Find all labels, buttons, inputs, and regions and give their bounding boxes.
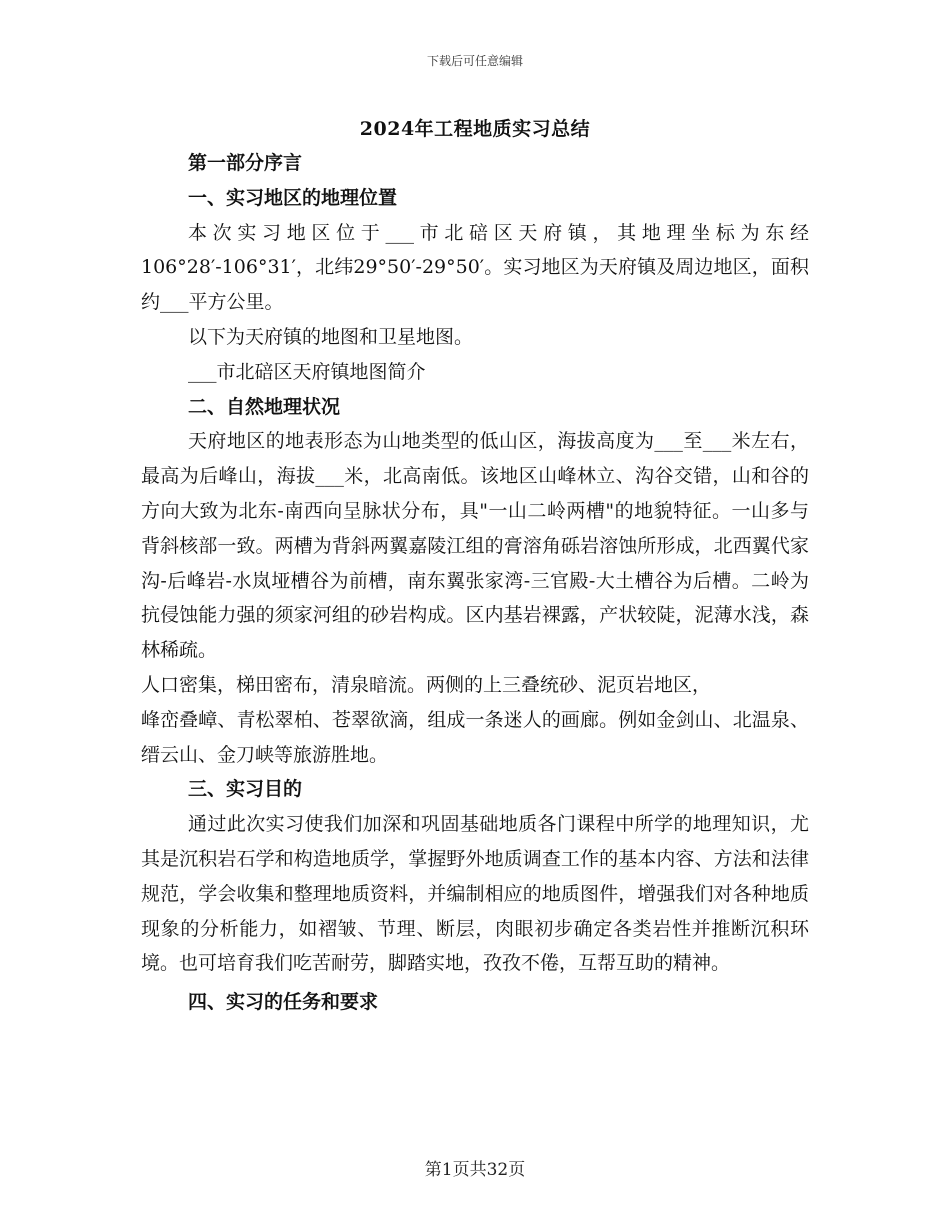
paragraph-population: 人口密集，梯田密布，清泉暗流。两侧的上三叠统砂、泥页岩地区， xyxy=(141,673,712,696)
page-number: 第1页共32页 xyxy=(424,1160,526,1180)
part-heading: 第一部分序言 xyxy=(188,152,303,174)
document-title: 2024年工程地质实习总结 xyxy=(359,118,591,140)
header-note: 下载后可任意编辑 xyxy=(426,54,523,68)
paragraph-map-intro: 以下为天府镇的地图和卫星地图。 xyxy=(188,325,474,348)
section-heading-location: 一、实习地区的地理位置 xyxy=(188,186,398,209)
section-heading-tasks: 四、实习的任务和要求 xyxy=(188,991,379,1014)
paragraph-purpose: 通过此次实习使我们加深和巩固基础地质各门课程中所学的地理知识，尤其是沉积岩石学和构造地质学，掌握野外地质调查工作的基本内容、方法和法律规范，学会收集和整理地质资料，并编制相应的地质图件，增强我们对各种地质现象的分析能力，如褶皱、节理、断层，肉眼初步确定各类岩性并推断沉积环境。也可培育我们吃苦耐劳，脚踏实地，孜孜不倦，互帮互助的精神。 xyxy=(141,813,809,975)
paragraph-location: 本次实习地区位于___市北碚区天府镇，其地理坐标为东经106°28′-106°31′，北纬29°50′-29°50′。实习地区为天府镇及周边地区，面积约___平方公里。 xyxy=(141,221,809,314)
section-heading-purpose: 三、实习目的 xyxy=(188,778,303,801)
paragraph-terrain: 天府地区的地表形态为山地类型的低山区，海拔高度为___至___米左右，最高为后峰山，海拔___米，北高南低。该地区山峰林立、沟谷交错，山和谷的方向大致为北东-南西向呈脉状分布，具"一山二岭两槽"的地貌特征。一山多与背斜核部一致。两槽为背斜两翼嘉陵江组的膏溶角砾岩溶蚀所形成，北西翼代家沟-后峰岩-水岚垭槽谷为前槽，南东翼张家湾-三官殿-大土槽谷为后槽。二岭为抗侵蚀能力强的须家河组的砂岩构成。区内基岩裸露，产状较陡，泥薄水浅，森林稀疏。 xyxy=(141,430,809,662)
paragraph-scenery: 峰峦叠嶂、青松翠柏、苍翠欲滴，组成一条迷人的画廊。例如金剑山、北温泉、缙云山、金刀峡等旅游胜地。 xyxy=(141,708,809,766)
document-body xyxy=(141,146,809,1020)
section-heading-nature: 二、自然地理状况 xyxy=(188,395,341,418)
paragraph-map-caption: ___市北碚区天府镇地图简介 xyxy=(188,360,426,383)
